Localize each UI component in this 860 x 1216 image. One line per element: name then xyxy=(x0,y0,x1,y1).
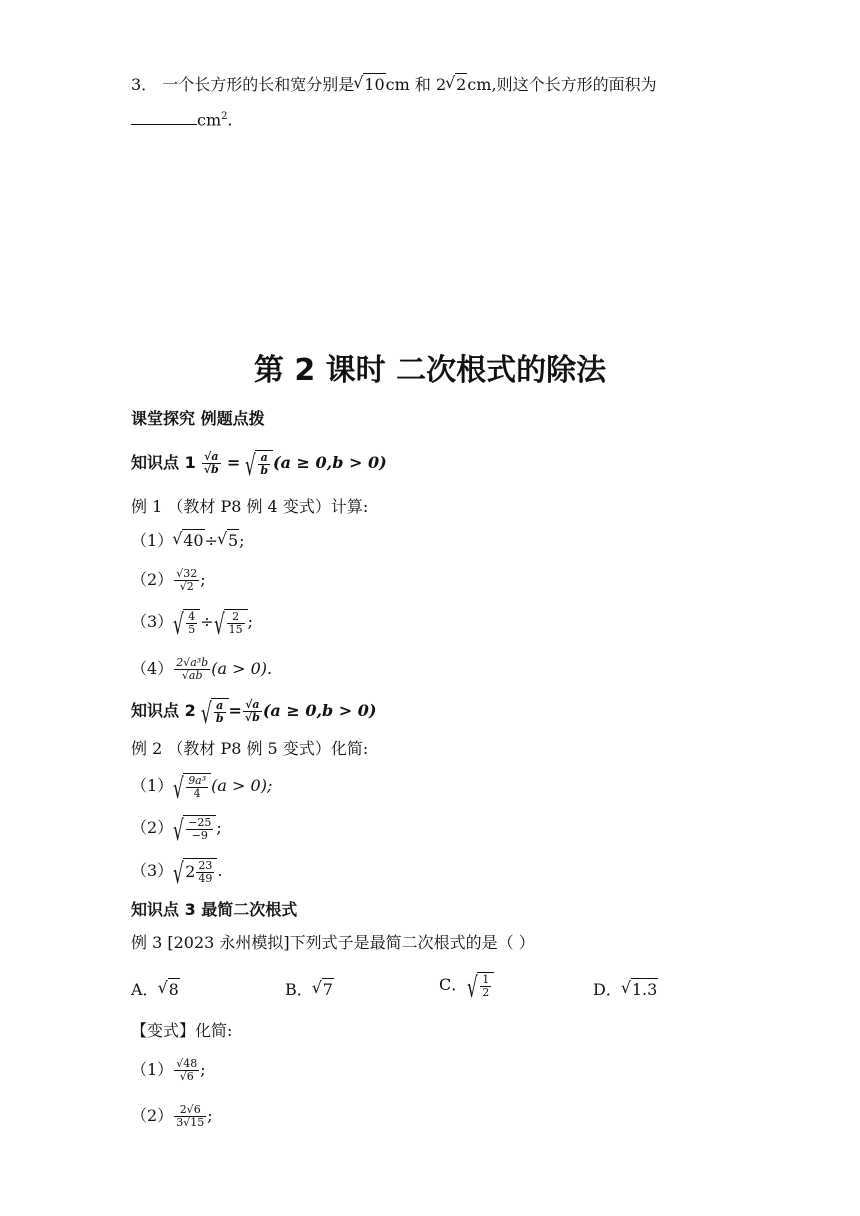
example-1-heading: 例 1 （教材 P8 例 4 变式）计算: xyxy=(131,497,369,516)
fraction: $\frac{\text{2√a³b}}{√ab}$ xyxy=(176,656,209,682)
knowledge-point-3: 知识点 3 最简二次根式 xyxy=(131,900,298,919)
example-1-item-2: （2） $\frac{√32}{√2}$ ; xyxy=(131,567,206,593)
question-number: 3． xyxy=(131,75,158,94)
question-3: 3． 一个长方形的长和宽分别是√ 10cm 和 2√ 2cm,则这个长方形的面积为 xyxy=(131,73,657,96)
variant-item-1: （1） $\frac{√48}{√6}$ ; xyxy=(131,1057,206,1083)
example-2-item-3: （3） √ 2 $\frac{23}{49}$ . xyxy=(131,857,223,890)
fraction: $\frac{√32}{√2}$ xyxy=(176,567,198,593)
option-b: B．√ 7 xyxy=(285,978,334,1001)
kp-label: 知识点 2 xyxy=(131,701,196,720)
question-text: 一个长方形的长和宽分别是 xyxy=(162,75,355,94)
variant-item-2: （2） $\frac{2√6}{3√15}$ ; xyxy=(131,1103,213,1129)
variant-heading: 【变式】化简: xyxy=(131,1021,233,1040)
knowledge-point-2: 知识点 2 √ $\frac{a}{b}$ = $\frac{√a}{√b}$ (a ≥ 0,b > 0) xyxy=(131,697,377,730)
option-a: A．√ 8 xyxy=(131,978,180,1001)
question-3-blank-line: $cm^2$. xyxy=(131,106,233,131)
option-c: C． √ $\frac{1}{2}$ xyxy=(439,972,494,999)
answer-blank xyxy=(131,108,197,125)
radical: √ 2 xyxy=(446,73,467,96)
kp-label: 知识点 1 xyxy=(131,453,196,472)
example-2-item-2: （2） √ $\frac{-25}{-9}$ ; xyxy=(131,814,222,847)
example-1-item-4: （4） $\frac{\text{2√a³b}}{√ab}$ (a > 0). xyxy=(131,656,273,682)
example-3-heading: 例 3 [2023 永州模拟]下列式子是最简二次根式的是（ ） xyxy=(131,933,535,952)
example-1-item-1: （1）√ 40÷√ 5; xyxy=(131,529,245,552)
option-d: D．√ 1.3 xyxy=(593,978,658,1001)
kp-condition: (a ≥ 0,b > 0) xyxy=(273,453,387,472)
radical: √ 10 xyxy=(354,73,385,96)
lesson-title: 第 2 课时 二次根式的除法 xyxy=(253,353,607,388)
knowledge-point-1: 知识点 1 $\frac{√a}{√b}$ = √ $\frac{a}{b}$ (a ≥ 0,b > 0) xyxy=(131,449,387,482)
example-2-item-1: （1） √ $\frac{\text{9a³}}{4}$ (a > 0); xyxy=(131,772,273,805)
example-2-heading: 例 2 （教材 P8 例 5 变式）化简: xyxy=(131,739,369,758)
radical: √ $\frac{a}{b}$ xyxy=(245,450,273,477)
example-1-item-3: （3） √ $\frac{4}{5}$ ÷ √ $\frac{2}{15}$ ; xyxy=(131,608,253,641)
section-heading: 课堂探究 例题点拨 xyxy=(131,409,265,428)
fraction: $\frac{√a}{√b}$ xyxy=(203,450,219,476)
